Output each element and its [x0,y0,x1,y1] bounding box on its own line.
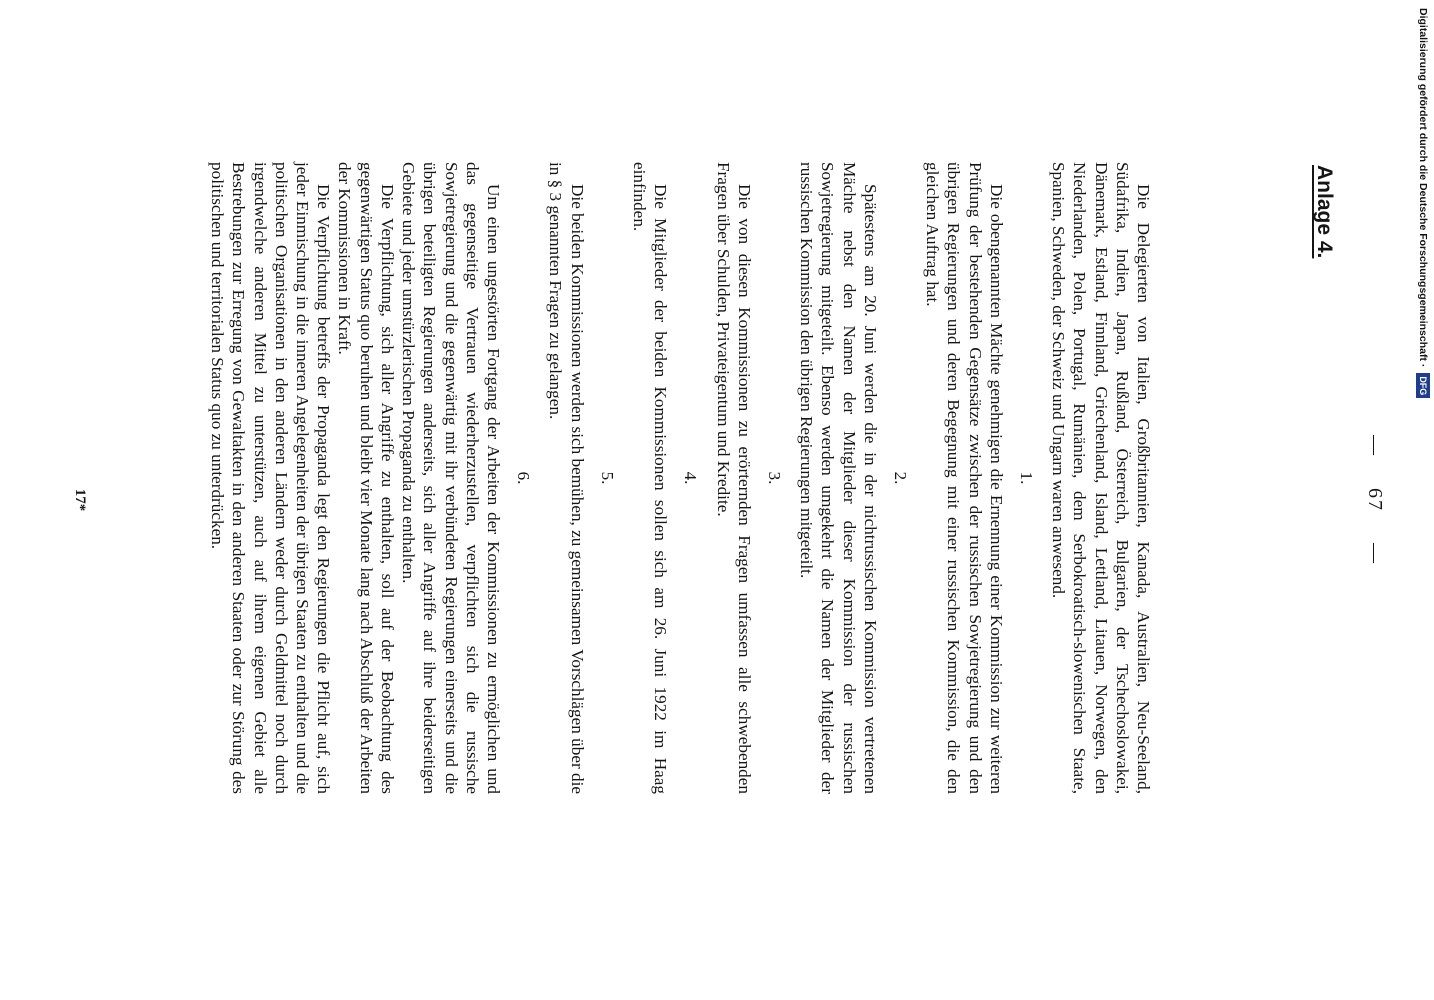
section-paragraph: Die beiden Kommissionen werden sich bemühen, zu gemeinsamen Vorschlägen über die in § 3 genannten Fragen zu gelangen. [546,162,587,794]
section-number: 3. [764,471,784,485]
section-number: 1. [1016,471,1036,485]
document-body [207,162,1154,794]
intro-paragraph: Die Delegierten von Italien, Großbritannien, Kanada, Australien, Neu-Seeland, Südafrika, Indien, Japan, Rußland, Österreich, Bulgarien, der Tschechoslowakei, Dänemark, Estland, Finnland, Griechenland, Island, Lettland, Litauen, Norwegen, den Niederlanden, Polen, Portugal, Rumänien, dem Serbokroatisch-slowenischen Staate, Spanien, Schweden, der Schweiz und Ungarn waren anwesend. [1049,162,1153,794]
section-paragraph: Die Verpflichtung betreffs der Propaganda legt den Regierungen die Pflicht auf, sich jeder Einmischung in die inneren Angelegenheiten der übrigen Staaten zu enthalten und die politischen Organisationen in den anderen Ländern weder durch Geldmittel noch durch irgendwelche anderen Mittel zu unterstützen, auch auf ihrem eigenen Gebiet alle Bestrebungen zur Erregung von Gewaltakten in den anderen Staaten oder zur Störung des politischen und territorialen Status quo zu unterdrücken. [208,162,334,794]
page-number: 67 [1364,488,1386,512]
section-paragraph: Die Verpflichtung, sich aller Angriffe zu enthalten, soll auf der Beobachtung des gegenwärtigen Status quo beruhen und bleibt vier Monate lang nach Abschluß der Arbeiten der Kommissionen in Kraft. [335,162,397,794]
dfg-attribution [1413,8,1433,398]
section-number: 6. [514,471,534,485]
section-paragraph: Die Mitglieder der beiden Kommissionen sollen sich am 26. Juni 1922 im Haag einfinden. [629,162,671,794]
running-head [1363,0,1386,1000]
section-paragraph: Spätestens am 20. Juni werden die in der nichtrussischen Kommission vertretenen Mächte nebst den Namen der Mitglieder dieser Kommission der russischen Sowjetregierung mitgeteilt. Ebenso werden umgekehrt die Namen der Mitglieder der russischen Kommission den übrigen Regierungen mitgeteilt. [797,162,880,794]
section-paragraph: Die von diesen Kommissionen zu erörternden Fragen umfassen alle schwebenden Fragen über Schulden, Privateigentum und Kredite. [713,162,754,794]
dfg-logo-badge: DFG [1416,373,1430,398]
section-paragraph: Die obengenannten Mächte genehmigen die Ernennung einer Kommission zur weiteren Prüfung der bestehenden Gegensätze zwischen der russischen Sowjetregierung und den übrigen Regierungen und deren Begegnung mit einer russischen Kommission, die den gleichen Auftrag hat. [923,162,1006,794]
section-number: 2. [890,471,910,485]
section-paragraph: Um einen ungestörten Fortgang der Arbeiten der Kommissionen zu ermöglichen und das gegenseitige Vertrauen wiederherzustellen, verpflichten sich die russische Sowjetregierung und die gegenwärtig mit ihr verbündeten Regierungen einerseits und die übrigen beteiligten Regierungen anderseits, sich aller Angriffe auf ihre beiderseitigen Gebiete und jeder umstürzlerischen Propaganda zu enthalten. [399,162,503,794]
dfg-attribution-line [1413,8,1433,398]
attribution-text: Digitalisierung gefördert durch die Deutsche Forschungsgemeinschaft · [1417,8,1429,368]
section-number: 4. [681,471,701,485]
running-head-dash-left: — [1364,435,1386,457]
running-head-dash-right: — [1364,543,1386,565]
section-number: 5. [597,471,617,485]
appendix-heading: Anlage 4. [1313,165,1336,259]
signature-mark: 17* [72,488,88,512]
